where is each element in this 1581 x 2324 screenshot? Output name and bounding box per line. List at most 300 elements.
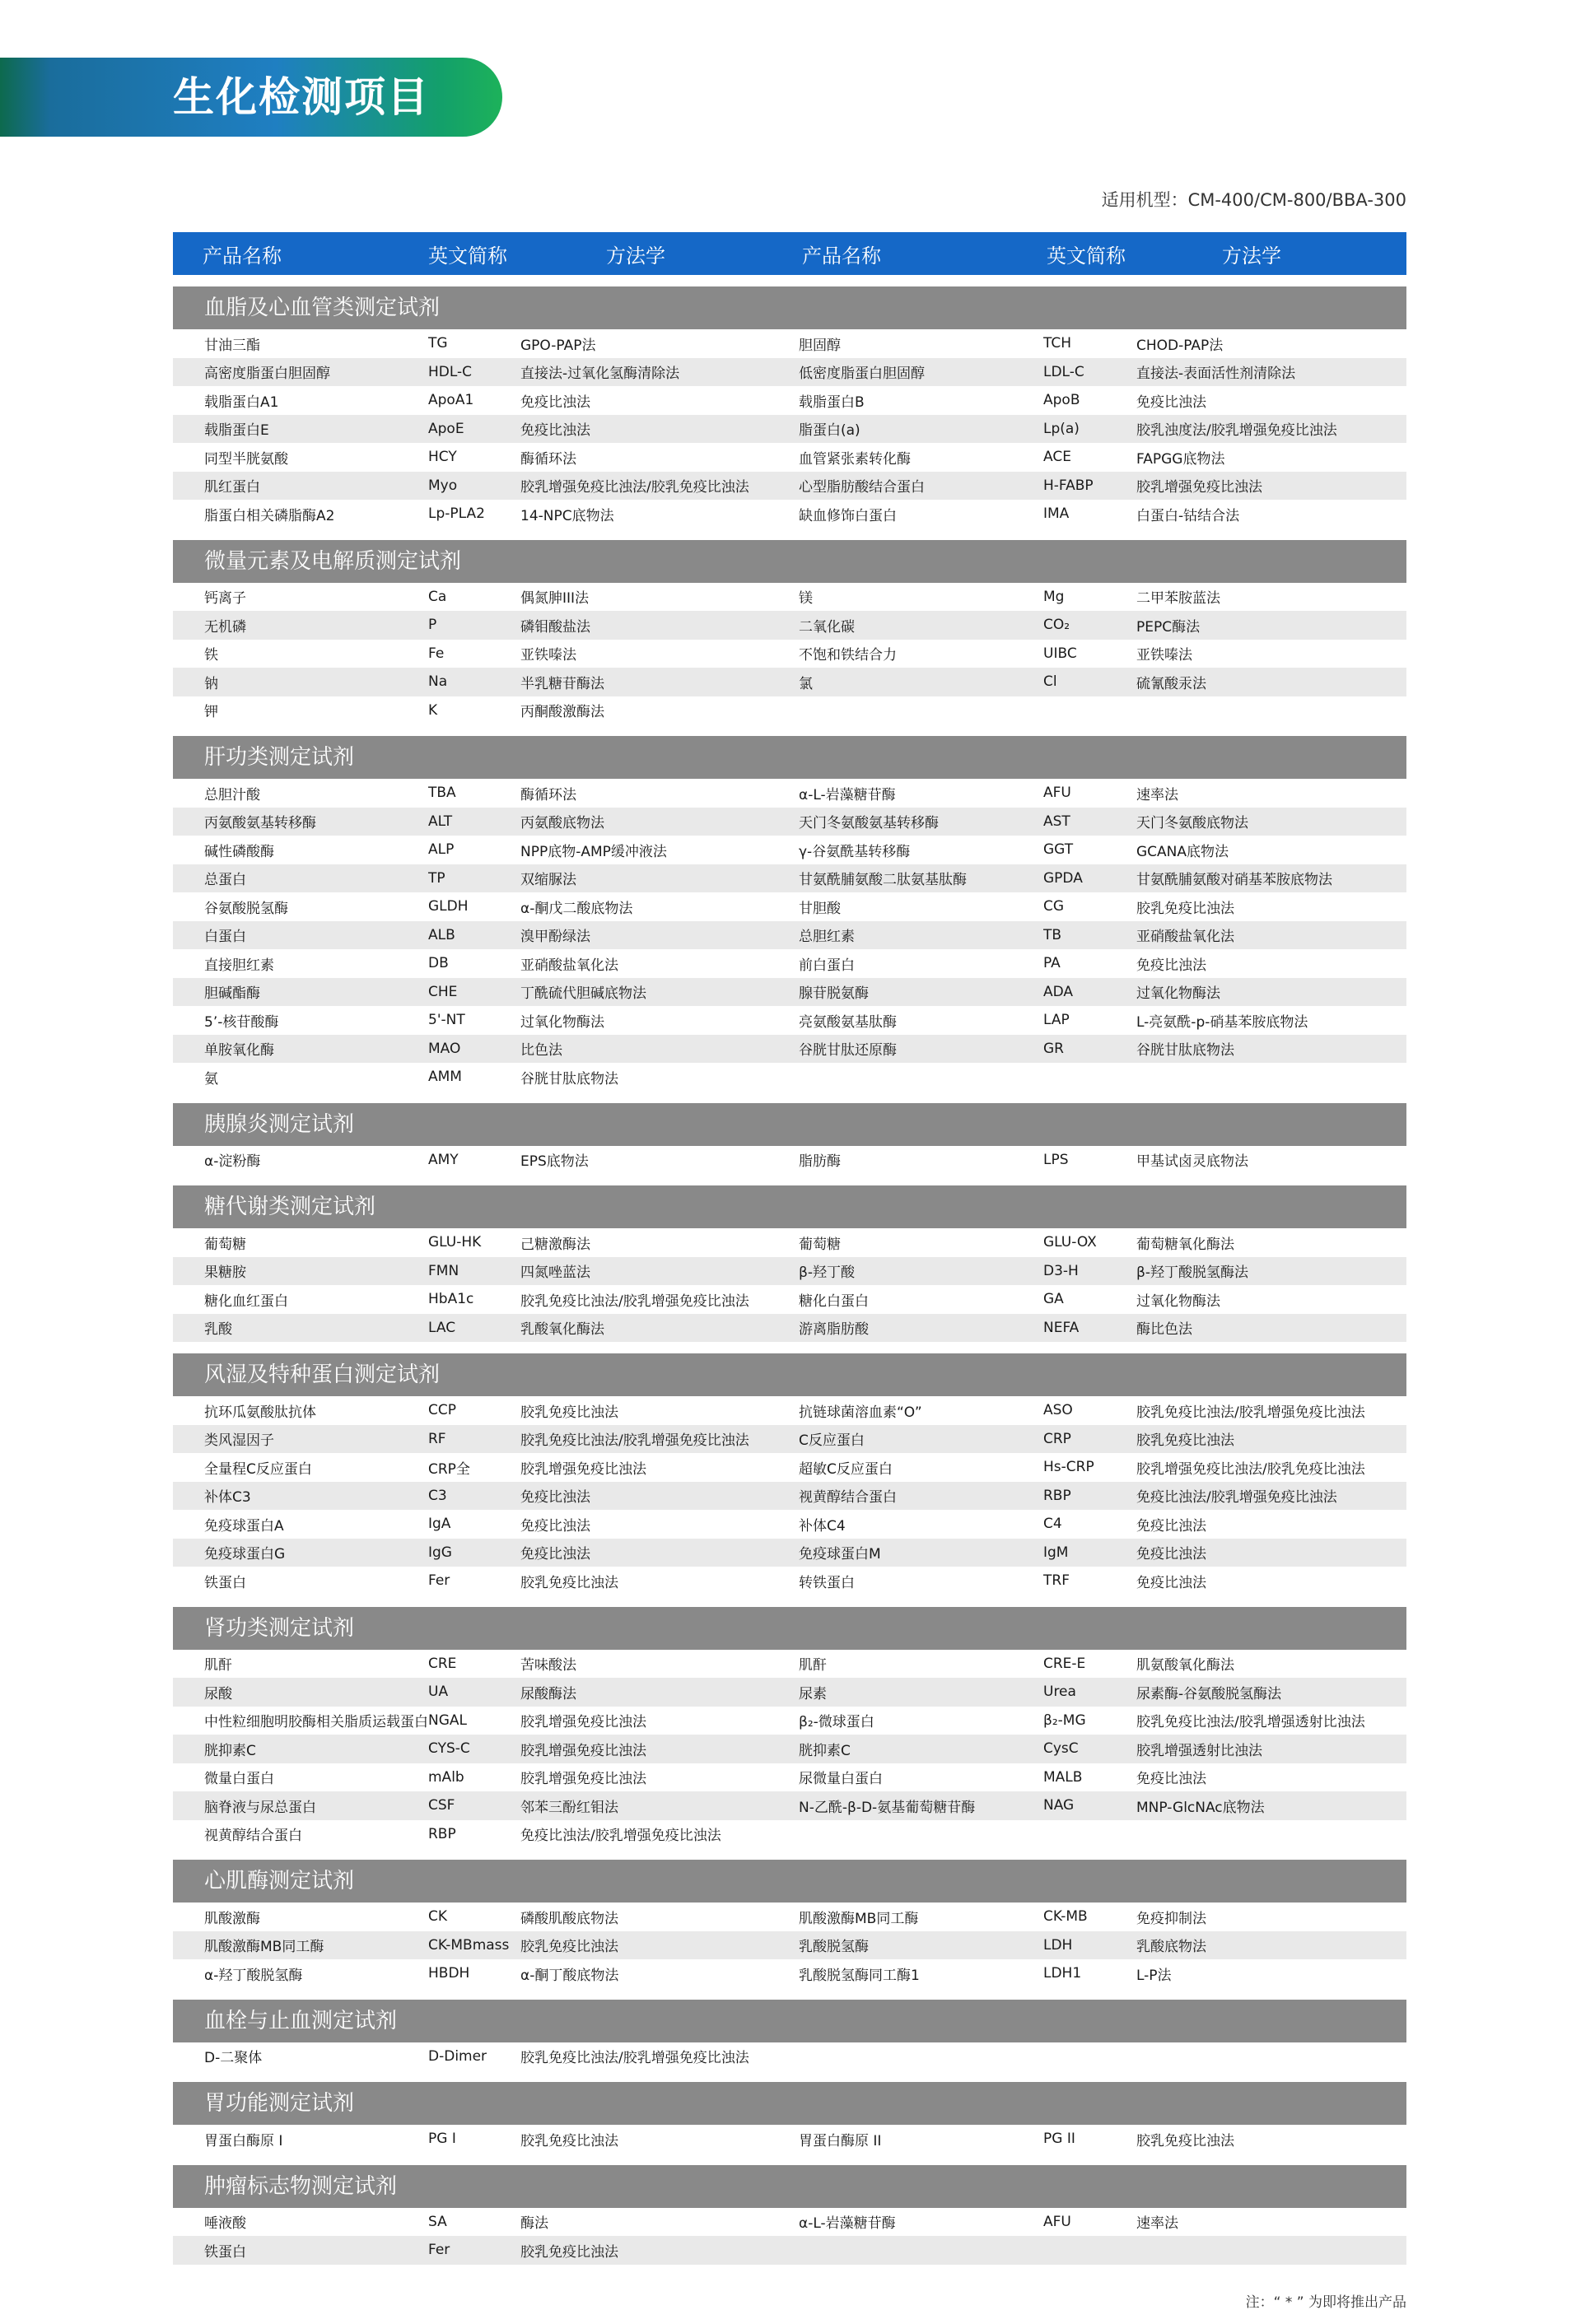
cell-abbreviation: P	[428, 617, 437, 634]
cell-product-name-2: 氯	[799, 675, 813, 692]
cell-product-name-2: 心型脂肪酸结合蛋白	[799, 479, 925, 496]
cell-product-name: 直接胆红素	[204, 957, 274, 974]
cell-method-2: 直接法-表面活性剂清除法	[1136, 366, 1296, 383]
cell-abbreviation: HBDH	[428, 1965, 470, 1982]
table-row	[173, 1285, 1406, 1314]
table-row	[173, 668, 1406, 696]
cell-abbreviation: Lp-PLA2	[428, 505, 485, 523]
cell-abbreviation: SA	[428, 2213, 447, 2230]
cell-product-name: 钾	[204, 704, 218, 721]
cell-product-name: 氨	[204, 1070, 218, 1087]
cell-product-name-2: 补体C4	[799, 1517, 846, 1535]
cell-abbreviation: HbA1c	[428, 1291, 474, 1308]
cell-method-2: 胶乳免疫比浊法	[1136, 1432, 1234, 1450]
table-row	[173, 2236, 1406, 2265]
cell-product-name: 钠	[204, 675, 218, 692]
cell-method-2: 甘氨酰脯氨酸对硝基苯胺底物法	[1136, 872, 1332, 889]
cell-abbreviation-2: LPS	[1043, 1151, 1069, 1168]
cell-abbreviation-2: PG II	[1043, 2131, 1075, 2148]
section-title: 微量元素及电解质测定试剂	[173, 540, 1406, 583]
cell-product-name: 丙氨酸氨基转移酶	[204, 815, 316, 832]
cell-product-name: 视黄醇结合蛋白	[204, 1828, 302, 1845]
cell-abbreviation: UA	[428, 1684, 449, 1701]
cell-product-name-2: 前白蛋白	[799, 957, 855, 974]
table-row	[173, 1146, 1406, 1175]
table-row	[173, 1396, 1406, 1425]
cell-method: 胶乳增强免疫比浊法/胶乳免疫比浊法	[520, 479, 749, 496]
cell-product-name: D-二聚体	[204, 2050, 263, 2067]
section-title: 肾功类测定试剂	[173, 1607, 1406, 1650]
cell-abbreviation: CSF	[428, 1797, 455, 1814]
cell-abbreviation-2: ADA	[1043, 983, 1074, 1000]
cell-abbreviation: MAO	[428, 1040, 461, 1057]
cell-abbreviation: ApoE	[428, 420, 464, 437]
table-row	[173, 611, 1406, 640]
cell-product-name: 胆碱酯酶	[204, 985, 260, 1003]
cell-method: 胶乳免疫比浊法	[520, 2243, 618, 2261]
cell-method-2: 乳酸底物法	[1136, 1939, 1206, 1956]
cell-product-name: α-羟丁酸脱氢酶	[204, 1967, 303, 1984]
table-row	[173, 1314, 1406, 1343]
cell-product-name: 唾液酸	[204, 2215, 246, 2233]
cell-abbreviation: HDL-C	[428, 363, 473, 380]
cell-abbreviation-2: Mg	[1043, 588, 1065, 605]
cell-method-2: 免疫比浊法	[1136, 394, 1206, 411]
cell-method: 半乳糖苷酶法	[520, 675, 604, 692]
cell-abbreviation: RBP	[428, 1825, 456, 1842]
cell-product-name: 5’-核苷酸酶	[204, 1013, 279, 1031]
header-method-2: 方法学	[1222, 244, 1281, 268]
cell-product-name: 脑脊液与尿总蛋白	[204, 1799, 316, 1816]
cell-product-name-2: 载脂蛋白B	[799, 394, 865, 411]
cell-method-2: 亚硝酸盐氧化法	[1136, 929, 1234, 946]
product-table	[173, 232, 1406, 2265]
table-row	[173, 1510, 1406, 1539]
cell-product-name-2: 抗链球菌溶血素“O”	[799, 1404, 922, 1421]
cell-product-name-2: 超敏C反应蛋白	[799, 1460, 893, 1478]
cell-method-2: 二甲苯胺蓝法	[1136, 590, 1220, 608]
table-row	[173, 1063, 1406, 1092]
table-row	[173, 358, 1406, 387]
cell-method-2: L-亮氨酰-p-硝基苯胺底物法	[1136, 1013, 1308, 1031]
cell-abbreviation-2: CRP	[1043, 1430, 1071, 1447]
cell-method-2: L-P法	[1136, 1967, 1172, 1984]
cell-product-name: 乳酸	[204, 1321, 232, 1339]
table-header	[173, 232, 1406, 275]
cell-abbreviation-2: TCH	[1043, 335, 1072, 352]
cell-abbreviation: ALP	[428, 841, 455, 859]
cell-method-2: 速率法	[1136, 786, 1178, 803]
table-row	[173, 892, 1406, 921]
table-body	[173, 286, 1406, 2265]
cell-abbreviation-2: UIBC	[1043, 645, 1077, 662]
cell-method-2: 免疫比浊法	[1136, 1771, 1206, 1788]
cell-method: 免疫比浊法	[520, 1517, 590, 1535]
table-row	[173, 1959, 1406, 1988]
cell-product-name: 甘油三酯	[204, 337, 260, 354]
cell-product-name-2: 尿微量白蛋白	[799, 1771, 883, 1788]
cell-method-2: 胶乳浊度法/胶乳增强免疫比浊法	[1136, 422, 1337, 440]
cell-abbreviation: RF	[428, 1430, 446, 1447]
cell-abbreviation: TBA	[428, 785, 456, 802]
cell-product-name-2: 甘胆酸	[799, 900, 841, 917]
table-row	[173, 1735, 1406, 1763]
cell-abbreviation-2: IgM	[1043, 1544, 1069, 1561]
cell-method-2: 胶乳增强透射比浊法	[1136, 1742, 1262, 1759]
cell-abbreviation: GLDH	[428, 898, 469, 915]
table-row	[173, 1257, 1406, 1286]
cell-product-name: 果糖胺	[204, 1264, 246, 1282]
cell-method-2: 亚铁嗪法	[1136, 647, 1192, 664]
table-row	[173, 1567, 1406, 1595]
table-row	[173, 949, 1406, 978]
header-product-name-2: 产品名称	[802, 244, 881, 268]
cell-method: 溴甲酚绿法	[520, 929, 590, 946]
cell-abbreviation: Fer	[428, 2242, 450, 2259]
cell-method: 胶乳免疫比浊法	[520, 1939, 618, 1956]
cell-method: 胶乳免疫比浊法	[520, 1404, 618, 1421]
table-row	[173, 1707, 1406, 1735]
table-row	[173, 1425, 1406, 1454]
cell-method: 胶乳增强免疫比浊法	[520, 1742, 646, 1759]
table-row	[173, 640, 1406, 668]
cell-product-name-2: 镁	[799, 590, 813, 608]
cell-method-2: 免疫比浊法	[1136, 1546, 1206, 1563]
cell-product-name: 葡萄糖	[204, 1236, 246, 1253]
cell-method-2: 胶乳增强免疫比浊法	[1136, 479, 1262, 496]
cell-abbreviation-2: TRF	[1043, 1572, 1070, 1590]
cell-method-2: 肌氨酸氧化酶法	[1136, 1657, 1234, 1674]
section-rows	[173, 1396, 1406, 1595]
cell-abbreviation: LAC	[428, 1319, 456, 1336]
table-row	[173, 2042, 1406, 2071]
section-title: 糖代谢类测定试剂	[173, 1185, 1406, 1228]
table-row	[173, 921, 1406, 950]
cell-product-name: 高密度脂蛋白胆固醇	[204, 366, 330, 383]
cell-product-name-2: 脂蛋白(a)	[799, 422, 860, 440]
cell-abbreviation-2: AST	[1043, 813, 1070, 830]
cell-method-2: 胶乳免疫比浊法	[1136, 900, 1234, 917]
cell-abbreviation-2: CysC	[1043, 1740, 1079, 1758]
cell-method-2: 胶乳增强免疫比浊法/胶乳免疫比浊法	[1136, 1460, 1365, 1478]
section-rows	[173, 2208, 1406, 2265]
cell-method-2: 免疫抑制法	[1136, 1910, 1206, 1927]
header-abbreviation-2: 英文简称	[1047, 244, 1126, 268]
cell-abbreviation: GLU-HK	[428, 1234, 482, 1251]
cell-product-name-2: 不饱和铁结合力	[799, 647, 897, 664]
cell-product-name-2: 谷胱甘肽还原酶	[799, 1042, 897, 1060]
section-title: 风湿及特种蛋白测定试剂	[173, 1353, 1406, 1396]
cell-method: 丙酮酸激酶法	[520, 704, 604, 721]
table-row	[173, 1482, 1406, 1511]
cell-abbreviation-2: H-FABP	[1043, 477, 1094, 494]
cell-product-name-2: β-羟丁酸	[799, 1264, 855, 1282]
cell-method: α-酮戊二酸底物法	[520, 900, 633, 917]
cell-abbreviation: TG	[428, 335, 448, 352]
cell-product-name: 总蛋白	[204, 872, 246, 889]
cell-abbreviation-2: GPDA	[1043, 869, 1083, 887]
cell-product-name-2: 肌酸激酶MB同工酶	[799, 1910, 919, 1927]
cell-abbreviation: ALB	[428, 926, 455, 943]
table-row	[173, 1931, 1406, 1960]
cell-product-name: 脂蛋白相关磷脂酶A2	[204, 507, 335, 524]
cell-abbreviation: mAlb	[428, 1768, 464, 1786]
cell-method-2: 尿素酶-谷氨酸脱氢酶法	[1136, 1685, 1282, 1702]
cell-method-2: PEPC酶法	[1136, 618, 1201, 636]
table-row	[173, 1539, 1406, 1567]
cell-abbreviation-2: CG	[1043, 898, 1065, 915]
cell-abbreviation-2: ACE	[1043, 449, 1071, 466]
cell-method: 丁酰硫代胆碱底物法	[520, 985, 646, 1003]
cell-abbreviation: IgG	[428, 1544, 452, 1561]
table-row	[173, 836, 1406, 864]
cell-product-name-2: β₂-微球蛋白	[799, 1714, 874, 1731]
section-title: 肿瘤标志物测定试剂	[173, 2165, 1406, 2208]
cell-abbreviation-2: CRE-E	[1043, 1655, 1086, 1672]
table-row	[173, 500, 1406, 529]
footnote: 注：“ * ” 为即将推出产品	[1245, 2294, 1406, 2311]
cell-abbreviation: D-Dimer	[428, 2047, 487, 2065]
page-title: 生化检测项目	[173, 73, 430, 121]
cell-abbreviation-2: IMA	[1043, 505, 1070, 523]
cell-method-2: 胶乳免疫比浊法	[1136, 2132, 1234, 2149]
cell-product-name-2: 尿素	[799, 1685, 827, 1702]
cell-method-2: 葡萄糖氧化酶法	[1136, 1236, 1234, 1253]
cell-product-name-2: 脂肪酶	[799, 1153, 841, 1171]
cell-product-name-2: 肌酐	[799, 1657, 827, 1674]
table-row	[173, 696, 1406, 725]
header-method: 方法学	[606, 244, 665, 268]
cell-abbreviation: CK-MBmass	[428, 1936, 510, 1954]
cell-abbreviation-2: GA	[1043, 1291, 1064, 1308]
section-rows	[173, 2125, 1406, 2154]
table-row	[173, 2208, 1406, 2237]
table-row	[173, 808, 1406, 836]
section-rows	[173, 779, 1406, 1092]
cell-abbreviation: K	[428, 701, 438, 719]
cell-abbreviation-2: CO₂	[1043, 617, 1070, 634]
cell-method: α-酮丁酸底物法	[520, 1967, 619, 1984]
cell-product-name: 肌酸激酶MB同工酶	[204, 1939, 324, 1956]
cell-product-name-2: 低密度脂蛋白胆固醇	[799, 366, 925, 383]
table-row	[173, 1903, 1406, 1931]
cell-abbreviation-2: Lp(a)	[1043, 420, 1080, 437]
cell-method: 胶乳增强免疫比浊法	[520, 1460, 646, 1478]
cell-product-name-2: 乳酸脱氢酶同工酶1	[799, 1967, 920, 1984]
cell-product-name: 免疫球蛋白A	[204, 1517, 284, 1535]
cell-abbreviation: NGAL	[428, 1712, 467, 1729]
cell-abbreviation: Ca	[428, 588, 447, 605]
cell-abbreviation-2: LDH1	[1043, 1965, 1082, 1982]
cell-product-name-2: 亮氨酸氨基肽酶	[799, 1013, 897, 1031]
cell-abbreviation-2: NAG	[1043, 1797, 1075, 1814]
cell-product-name: 白蛋白	[204, 929, 246, 946]
cell-abbreviation-2: Cl	[1043, 673, 1057, 691]
cell-product-name: 钙离子	[204, 590, 246, 608]
cell-product-name: 抗环瓜氨酸肽抗体	[204, 1404, 316, 1421]
cell-product-name-2: 血管紧张素转化酶	[799, 450, 911, 468]
section-rows	[173, 2042, 1406, 2071]
cell-method: 胶乳免疫比浊法	[520, 2132, 618, 2149]
cell-method: 谷胱甘肽底物法	[520, 1070, 618, 1087]
cell-product-name-2: C反应蛋白	[799, 1432, 865, 1450]
cell-abbreviation: Fer	[428, 1572, 450, 1590]
cell-product-name-2: α-L-岩藻糖苷酶	[799, 786, 896, 803]
cell-product-name: 铁	[204, 647, 218, 664]
cell-method: 酶循环法	[520, 450, 576, 468]
table-row	[173, 1006, 1406, 1035]
cell-product-name: 类风湿因子	[204, 1432, 274, 1450]
cell-abbreviation-2: RBP	[1043, 1487, 1071, 1504]
cell-abbreviation: DB	[428, 955, 449, 972]
cell-product-name: 胱抑素C	[204, 1742, 256, 1759]
cell-method: 胶乳免疫比浊法/胶乳增强免疫比浊法	[520, 1432, 749, 1450]
cell-abbreviation-2: LDH	[1043, 1936, 1073, 1954]
cell-abbreviation-2: Hs-CRP	[1043, 1459, 1094, 1476]
cell-method: 亚硝酸盐氧化法	[520, 957, 618, 974]
cell-abbreviation-2: ASO	[1043, 1402, 1073, 1419]
cell-abbreviation: CYS-C	[428, 1740, 470, 1758]
cell-product-name: 铁蛋白	[204, 1574, 246, 1591]
cell-method: 胶乳免疫比浊法	[520, 1574, 618, 1591]
cell-abbreviation-2: AFU	[1043, 785, 1071, 802]
table-row	[173, 329, 1406, 358]
cell-abbreviation: ALT	[428, 813, 453, 830]
cell-abbreviation: AMM	[428, 1069, 462, 1086]
cell-product-name-2: 转铁蛋白	[799, 1574, 855, 1591]
cell-abbreviation-2: NEFA	[1043, 1319, 1080, 1336]
cell-abbreviation: PG I	[428, 2131, 456, 2148]
cell-method-2: 胶乳免疫比浊法/胶乳增强透射比浊法	[1136, 1714, 1365, 1731]
cell-product-name-2: 胱抑素C	[799, 1742, 851, 1759]
cell-method: 免疫比浊法/胶乳增强免疫比浊法	[520, 1828, 721, 1845]
cell-product-name-2: 缺血修饰白蛋白	[799, 507, 897, 524]
cell-method: 丙氨酸底物法	[520, 815, 604, 832]
cell-product-name-2: α-L-岩藻糖苷酶	[799, 2215, 896, 2233]
section-title: 血栓与止血测定试剂	[173, 2000, 1406, 2042]
cell-method-2: MNP-GlcNAc底物法	[1136, 1799, 1265, 1816]
cell-method-2: 免疫比浊法	[1136, 957, 1206, 974]
cell-method: 胶乳免疫比浊法/胶乳增强免疫比浊法	[520, 2050, 749, 2067]
cell-method-2: 甲基试卤灵底物法	[1136, 1153, 1248, 1171]
cell-product-name: 铁蛋白	[204, 2243, 246, 2261]
cell-abbreviation: CHE	[428, 983, 458, 1000]
applicable-models-note: 适用机型：CM-400/CM-800/BBA-300	[1101, 190, 1406, 210]
section-title: 心肌酶测定试剂	[173, 1860, 1406, 1903]
section-rows	[173, 583, 1406, 725]
cell-product-name: 全量程C反应蛋白	[204, 1460, 312, 1478]
cell-method-2: 天门冬氨酸底物法	[1136, 815, 1248, 832]
cell-product-name: 肌酸激酶	[204, 1910, 260, 1927]
cell-method: 苦味酸法	[520, 1657, 576, 1674]
section-title: 胃功能测定试剂	[173, 2082, 1406, 2125]
cell-product-name: 载脂蛋白E	[204, 422, 269, 440]
cell-method: NPP底物-AMP缓冲液法	[520, 843, 667, 860]
cell-method: 邻苯三酚红钼法	[520, 1799, 618, 1816]
cell-abbreviation-2: GR	[1043, 1040, 1064, 1057]
cell-method: 己糖激酶法	[520, 1236, 590, 1253]
table-row	[173, 443, 1406, 472]
section-rows	[173, 1903, 1406, 1988]
cell-product-name: 微量白蛋白	[204, 1771, 274, 1788]
table-row	[173, 2125, 1406, 2154]
cell-abbreviation-2: GLU-OX	[1043, 1234, 1097, 1251]
cell-abbreviation-2: Urea	[1043, 1684, 1076, 1701]
cell-method: 胶乳增强免疫比浊法	[520, 1771, 646, 1788]
cell-method: 双缩脲法	[520, 872, 576, 889]
cell-abbreviation-2: AFU	[1043, 2213, 1071, 2230]
cell-abbreviation: C3	[428, 1487, 447, 1504]
cell-method: 免疫比浊法	[520, 394, 590, 411]
section-rows	[173, 1650, 1406, 1849]
cell-method: 磷酸肌酸底物法	[520, 1910, 618, 1927]
cell-method: 过氧化物酶法	[520, 1013, 604, 1031]
cell-product-name-2: 二氧化碳	[799, 618, 855, 636]
cell-product-name-2: 游离脂肪酸	[799, 1321, 869, 1339]
cell-abbreviation: CCP	[428, 1402, 456, 1419]
cell-method-2: β-羟丁酸脱氢酶法	[1136, 1264, 1248, 1282]
table-row	[173, 864, 1406, 893]
cell-method: 四氮唑蓝法	[520, 1264, 590, 1282]
cell-method-2: 免疫比浊法	[1136, 1517, 1206, 1535]
cell-abbreviation: CRP全	[428, 1460, 470, 1478]
table-row	[173, 1035, 1406, 1064]
cell-abbreviation-2: PA	[1043, 955, 1061, 972]
cell-product-name: 糖化血红蛋白	[204, 1292, 288, 1310]
cell-product-name: 无机磷	[204, 618, 246, 636]
cell-product-name-2: 视黄醇结合蛋白	[799, 1489, 897, 1507]
cell-product-name: 单胺氧化酶	[204, 1042, 274, 1060]
cell-method: 酶法	[520, 2215, 548, 2233]
cell-method: 免疫比浊法	[520, 422, 590, 440]
cell-abbreviation: HCY	[428, 449, 457, 466]
cell-abbreviation: CK	[428, 1908, 448, 1926]
cell-product-name-2: 胃蛋白酶原 II	[799, 2132, 882, 2149]
cell-method: 尿酸酶法	[520, 1685, 576, 1702]
cell-method: 直接法-过氧化氢酶清除法	[520, 366, 680, 383]
cell-product-name-2: 天门冬氨酸氨基转移酶	[799, 815, 939, 832]
title-banner	[0, 58, 502, 137]
cell-abbreviation-2: TB	[1043, 926, 1062, 943]
cell-product-name-2: 胆固醇	[799, 337, 841, 354]
cell-abbreviation-2: ApoB	[1043, 392, 1080, 409]
cell-product-name: 谷氨酸脱氢酶	[204, 900, 288, 917]
cell-method-2: FAPGG底物法	[1136, 450, 1225, 468]
cell-abbreviation: AMY	[428, 1151, 459, 1168]
cell-abbreviation-2: LDL-C	[1043, 363, 1084, 380]
cell-abbreviation-2: LAP	[1043, 1012, 1070, 1029]
table-row	[173, 472, 1406, 501]
cell-product-name: 肌红蛋白	[204, 479, 260, 496]
header-product-name: 产品名称	[203, 244, 282, 268]
cell-abbreviation-2: MALB	[1043, 1768, 1083, 1786]
cell-method: 免疫比浊法	[520, 1489, 590, 1507]
section-rows	[173, 329, 1406, 529]
cell-product-name-2: 乳酸脱氢酶	[799, 1939, 869, 1956]
cell-method: 乳酸氧化酶法	[520, 1321, 604, 1339]
cell-abbreviation: Na	[428, 673, 448, 691]
cell-method: GPO-PAP法	[520, 337, 596, 354]
cell-abbreviation-2: D3-H	[1043, 1262, 1079, 1279]
cell-method-2: 白蛋白-钴结合法	[1136, 507, 1240, 524]
cell-abbreviation: CRE	[428, 1655, 457, 1672]
cell-abbreviation-2: C4	[1043, 1516, 1062, 1533]
cell-product-name-2: N-乙酰-β-D-氨基葡萄糖苷酶	[799, 1799, 976, 1816]
table-row	[173, 1678, 1406, 1707]
table-row	[173, 1228, 1406, 1257]
cell-method-2: 谷胱甘肽底物法	[1136, 1042, 1234, 1060]
cell-product-name-2: 甘氨酰脯氨酸二肽氨基肽酶	[799, 872, 967, 889]
